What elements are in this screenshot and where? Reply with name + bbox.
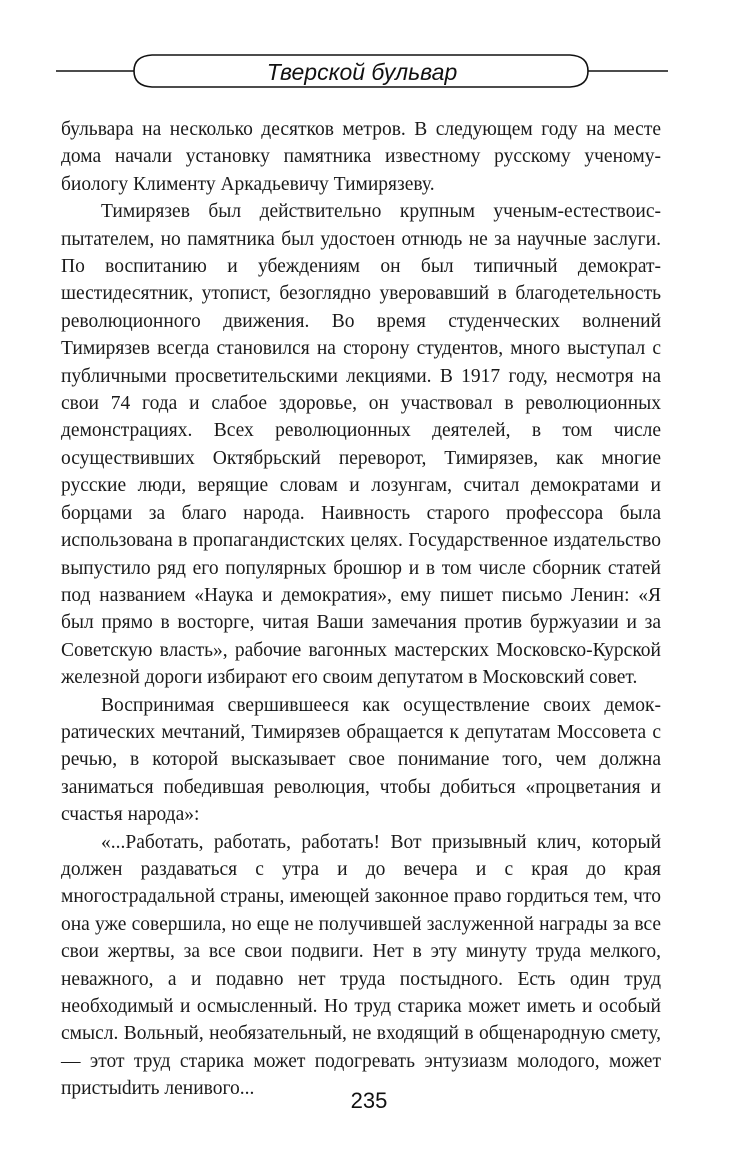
paragraph-continuation: бульвара на несколько десятков метров. В следующем году на месте дома начали установку памятника известному русскому ученому-биологу Клименту Аркадьевичу Тимирязеву. xyxy=(61,119,661,195)
body-text xyxy=(61,116,661,1103)
paragraph-quotation: «...Работать, работать, работать! Вот призывный клич, который должен раздаваться с утра и до вечера и с края до края многострадальной страны, имеющей законное право гордиться тем, что она уже совершила, но еще не получившей заслуженной награды за все свои жертвы, за все свои подвиги. Нет в эту минуту труда мелкого, неважного, а и подавно нет труда постыдного. Есть один труд необходимый и осмысленный. Но труд старика может иметь и особый смысл. Вольный, необязательный, не входящий в общенародную смету, — этот труд старика может подогревать энтузиазм молодого, может пристыdить ленивого... xyxy=(61,831,661,1100)
running-header-title: Тверской бульвар xyxy=(266,59,458,85)
page-number: 235 xyxy=(350,1088,388,1113)
paragraph-timiryazev: Тимирязев был действительно крупным ученым-естествоиспытателем, но памятника был удостоен отнюдь не за научные заслуги. По воспитанию и убеждениям он был типичный демократ-шестидесятник, утопист, безоглядно уверовавший в благодетельность революционного движения. Во время студенческих волнений Тимирязев всегда становился на сторону студентов, много выступал с публичными просветительскими лекциями. В 1917 году, несмотря на свои 74 года и слабое здоровье, он участвовал в революционных демонстрациях. Всех революционных деятелей, в том числе осуществивших Октябрьский переворот, Тимирязев, как многие русские люди, верящие словам и лозунгам, считал демократами и борцами за благо народа. Наивность старого профессора была использована в пропагандистских целях. Государственное издательство выпустило ряд его популярных брошюр и в том числе сборник статей под названием «Наука и демократия», ему пишет письмо Ленин: «Я был прямо в восторге, читая Ваши замечания против буржуазии и за Советскую власть», рабочие вагонных мастерских Московско-Курской железной дороги избирают его своим депутатом в Московский совет. xyxy=(61,201,661,689)
paragraph-mossovet-speech: Воспринимая свершившееся как осуществление своих демократических мечтаний, Тимирязев обращается к депутатам Моссовета с речью, в которой высказывает свое понимание того, чем должна заниматься победившая революция, чтобы добиться «процветания и счастья народа»: xyxy=(61,694,661,826)
running-header xyxy=(56,52,668,92)
